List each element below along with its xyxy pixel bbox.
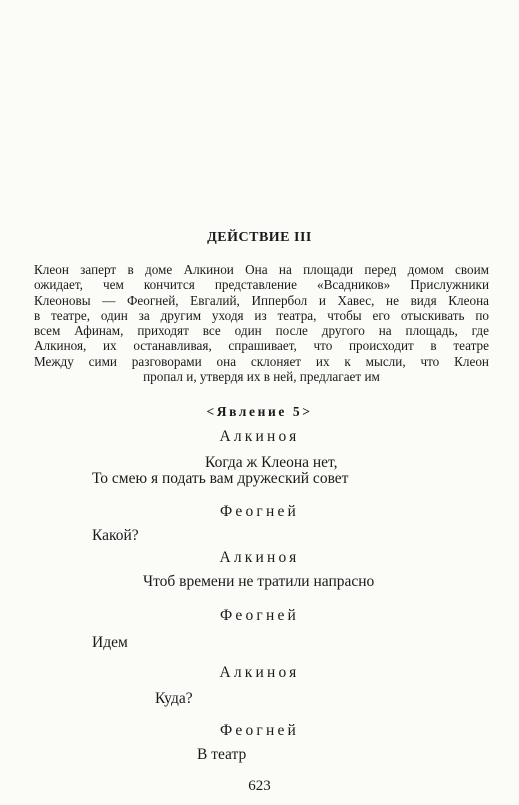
summary-line: ожидает, чем кончится представление «Всадников» Прислужники bbox=[34, 277, 489, 293]
speaker-name: Алкиноя bbox=[219, 549, 300, 566]
verse-line: То смею я подать вам дружеский совет bbox=[92, 470, 349, 487]
act-summary bbox=[34, 262, 489, 384]
speaker-name: Феогней bbox=[219, 503, 300, 520]
summary-line: Алкиноя, их останавливая, спрашивает, что происходит в театре bbox=[34, 338, 489, 354]
summary-line: Между сими разговорами она склоняет их к мысли, что Клеон bbox=[34, 353, 489, 369]
summary-line: в театре, один за другим уходя из театра, чтобы его отыскивать по bbox=[34, 307, 489, 323]
verse-line: Чтоб времени не тратили напрасно bbox=[143, 573, 375, 590]
verse-line: Куда? bbox=[155, 690, 193, 707]
speaker-name: Алкиноя bbox=[219, 664, 300, 681]
summary-line: пропал и, утвердя их в ней, предлагает им bbox=[143, 369, 380, 385]
verse-line: В театр bbox=[197, 746, 247, 763]
act-heading: ДЕЙСТВИЕ III bbox=[207, 230, 312, 245]
speaker-name: Алкиноя bbox=[219, 428, 300, 445]
page-number: 623 bbox=[248, 778, 271, 794]
scene-heading: <Явление 5> bbox=[206, 404, 313, 419]
verse-line: Какой? bbox=[92, 527, 139, 544]
summary-line: Клеоновы — Феогней, Евгалий, Иппербол и Хавес, не видя Клеона bbox=[34, 292, 489, 308]
summary-line: Клеон заперт в доме Алкинои Она на площади перед домом своим bbox=[34, 262, 489, 277]
verse-line: Когда ж Клеона нет, bbox=[205, 454, 338, 471]
speaker-name: Феогней bbox=[219, 607, 300, 624]
speaker-name: Феогней bbox=[219, 722, 300, 739]
verse-line: Идем bbox=[92, 634, 128, 651]
summary-line: всем Афинам, приходят все один после другого на площадь, где bbox=[34, 323, 489, 339]
